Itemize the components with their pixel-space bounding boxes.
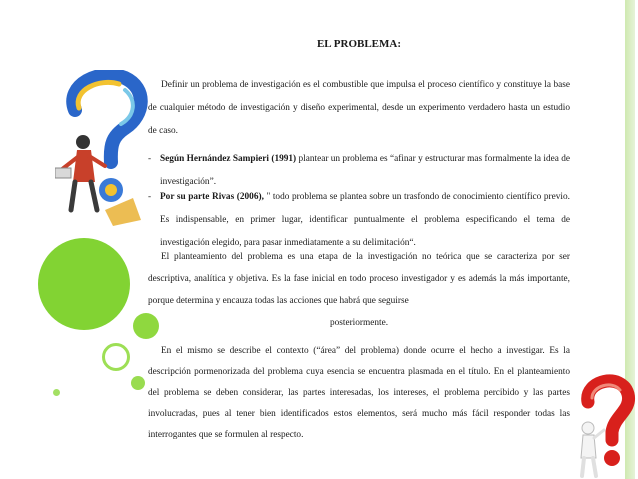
context-paragraph: En el mismo se describe el contexto (“área” del problema) donde ocurre el hecho a investigar. Es la descripción pormenorizada del problema cuya esencia se encuentra plasmada en el título. En el planteamiento del problema se deben considerar, las partes interesadas, los intereses, el problema percibido y las partes involucradas, pues al tener bien identificados estos elementos, será mucho más fácil responder todas las interrogantes que se formulen al respecto. — [148, 346, 570, 440]
decorative-circle-large — [38, 238, 130, 330]
bullet-author: Según Hernández Sampieri (1991) — [160, 154, 297, 164]
intro-paragraph: Definir un problema de investigación es el combustible que impulsa el proceso científico y constituye la base de cualquier método de investigación y diseño experimental, desde un experimento verdadero hasta un estudio de caso. — [148, 80, 570, 136]
page-title: EL PROBLEMA: — [316, 38, 402, 50]
planteamiento-text: El planteamiento del problema es una etapa de la investigación no teórica que se caracteriza por ser descriptiva, analítica y objetiva. Es la fase inicial en todo proceso investigador y es además la más importante, porque determina y encauza todas las acciones que habrá que seguirse — [148, 252, 570, 306]
bullet-rivas — [148, 186, 570, 255]
bullet-dash: - — [148, 154, 152, 164]
bullet-author: Por su parte Rivas (2006), — [160, 192, 264, 202]
bullet-dash: - — [148, 192, 152, 202]
red-question-mark-figure-illustration — [574, 372, 638, 479]
planteamiento-paragraph — [148, 246, 570, 334]
decorative-circle-tiny — [53, 389, 60, 396]
bullet-text: " todo problema se plantea sobre un trasfondo de conocimiento científico previo. Es indispensable, en primer lugar, identificar puntualmente el problema especificando el tema de investigación elegido, para pasar inmediatamente a su delimitación“. — [160, 192, 570, 248]
planteamiento-last-line: posteriormente. — [329, 318, 389, 328]
decorative-circle-small — [131, 376, 145, 390]
bullet-text: plantear un problema es “afinar y estructurar mas formalmente la idea de investigación”. — [160, 154, 570, 187]
decorative-circle-ring — [102, 343, 130, 371]
question-mark-figure-illustration — [55, 70, 150, 230]
